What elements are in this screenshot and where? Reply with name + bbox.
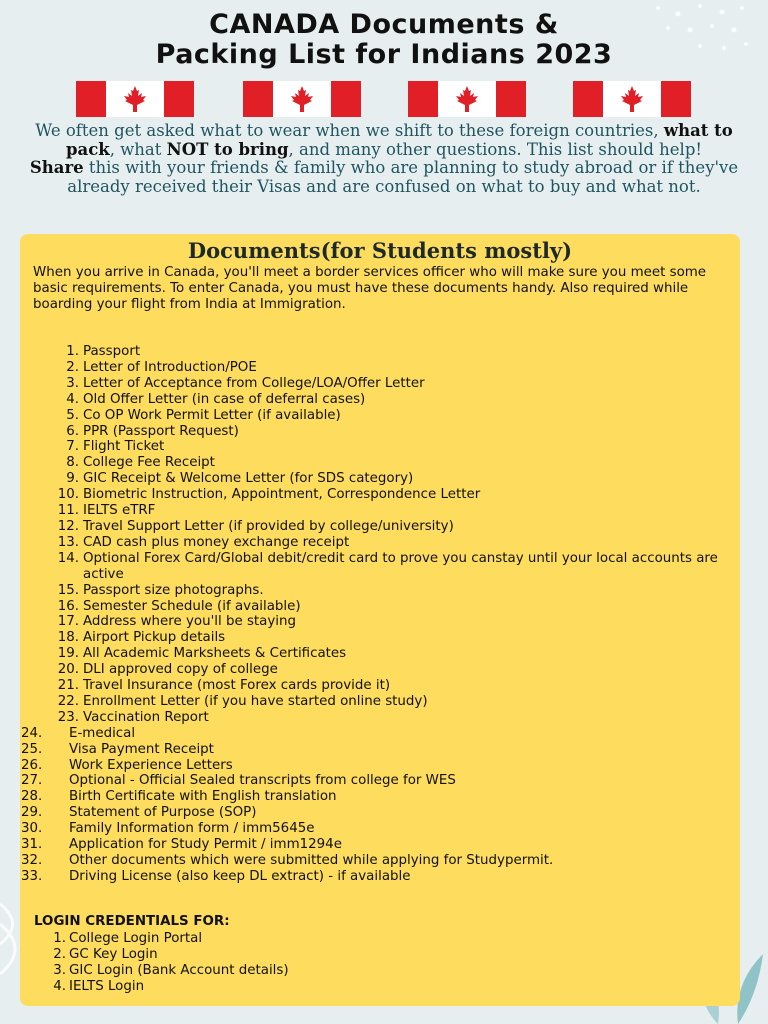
title-line-2: Packing List for Indians 2023 bbox=[155, 39, 613, 70]
list-item bbox=[20, 821, 740, 837]
list-item-text: All Academic Marksheets & Certificates bbox=[83, 646, 347, 662]
list-item-number: 14. bbox=[57, 550, 79, 566]
list-item-number: 30. bbox=[21, 821, 43, 837]
list-item-number: 1. bbox=[53, 931, 66, 946]
list-item-number: 31. bbox=[21, 837, 43, 853]
list-item-text: Family Information form / imm5645e bbox=[69, 821, 315, 837]
list-item-text: GC Key Login bbox=[69, 946, 158, 962]
list-item bbox=[20, 853, 740, 869]
list-item bbox=[20, 805, 740, 821]
list-item-number: 13. bbox=[57, 534, 79, 550]
list-item-number: 26. bbox=[21, 757, 43, 773]
list-item-number: 18. bbox=[57, 630, 79, 646]
list-item-text: Statement of Purpose (SOP) bbox=[69, 805, 257, 821]
list-item bbox=[20, 535, 740, 551]
list-item-number: 27. bbox=[21, 773, 43, 789]
list-item-text: Airport Pickup details bbox=[83, 630, 226, 646]
list-item-number: 28. bbox=[21, 789, 43, 805]
list-item-text: Driving License (also keep DL extract) - if available bbox=[69, 868, 411, 884]
list-item-number: 32. bbox=[21, 853, 43, 868]
list-item-text: Enrollment Letter (if you have started online study) bbox=[83, 693, 428, 709]
list-item-number: 24. bbox=[21, 725, 43, 741]
list-item bbox=[20, 599, 740, 615]
list-item-text: Co OP Work Permit Letter (if available) bbox=[83, 407, 341, 423]
list-item-text: College Login Portal bbox=[69, 931, 203, 946]
list-item-text: College Fee Receipt bbox=[83, 455, 215, 471]
list-item bbox=[20, 678, 740, 694]
list-item-text: Other documents which were submitted while applying for Studypermit. bbox=[69, 853, 554, 868]
list-item-number: 21. bbox=[57, 678, 79, 694]
list-item bbox=[20, 742, 740, 758]
list-item bbox=[20, 646, 740, 662]
list-item-number: 33. bbox=[21, 868, 43, 884]
list-item-number: 17. bbox=[57, 614, 79, 630]
list-item-text: Work Experience Letters bbox=[69, 757, 233, 773]
list-item-number: 12. bbox=[57, 518, 79, 534]
list-item-text: GIC Receipt & Welcome Letter (for SDS category) bbox=[83, 471, 414, 487]
list-item bbox=[20, 519, 740, 535]
list-item bbox=[20, 487, 740, 503]
list-item-text: Biometric Instruction, Appointment, Correspondence Letter bbox=[83, 487, 481, 503]
list-item-number: 29. bbox=[21, 805, 43, 821]
list-item-number: 3. bbox=[66, 375, 79, 391]
list-item-text: Visa Payment Receipt bbox=[69, 741, 214, 757]
list-item bbox=[20, 614, 740, 630]
list-item-number: 11. bbox=[57, 503, 79, 519]
list-item-number: 16. bbox=[57, 598, 79, 614]
list-item-text: Letter of Acceptance from College/LOA/Offer Letter bbox=[83, 375, 425, 391]
list-item bbox=[20, 439, 740, 455]
list-item bbox=[20, 789, 740, 805]
list-item bbox=[20, 583, 740, 599]
list-item-number: 3. bbox=[53, 962, 66, 978]
intro-text: We often get asked what to wear when we shift to these foreign countries, what to pack, what NOT to bring, and many other questions. This list should help! Share this with your friends & family who are planning to study abroad or if they've already received their Visas and are confused on what to buy and what not. bbox=[29, 121, 739, 196]
list-item-text: IELTS Login bbox=[69, 978, 145, 994]
list-item-text: Old Offer Letter (in case of deferral cases) bbox=[83, 391, 366, 407]
list-item bbox=[20, 662, 740, 678]
list-item-text: Optional Forex Card/Global debit/credit card to prove you canstay until your local accounts are active bbox=[83, 550, 718, 582]
list-item-number: 8. bbox=[66, 455, 79, 471]
list-item-number: 4. bbox=[53, 978, 66, 994]
canada-flag-icon bbox=[408, 81, 526, 117]
title-line-1: CANADA Documents & bbox=[209, 9, 559, 40]
list-item-number: 22. bbox=[57, 693, 79, 709]
list-item-number: 7. bbox=[66, 439, 79, 455]
list-item bbox=[20, 376, 740, 392]
list-item-number: 6. bbox=[66, 423, 79, 439]
list-item-text: Birth Certificate with English translation bbox=[69, 789, 337, 805]
list-item-number: 4. bbox=[66, 391, 79, 407]
list-item-number: 23. bbox=[57, 709, 79, 725]
list-item-text: Vaccination Report bbox=[83, 709, 209, 725]
list-item-number: 15. bbox=[57, 582, 79, 598]
list-item-number: 9. bbox=[66, 471, 79, 487]
list-item bbox=[20, 837, 740, 853]
list-item bbox=[20, 931, 740, 947]
login-list bbox=[20, 931, 740, 995]
list-item-text: Optional - Official Sealed transcripts from college for WES bbox=[69, 773, 456, 789]
list-item bbox=[20, 455, 740, 471]
list-item-number: 2. bbox=[66, 359, 79, 375]
list-item-number: 2. bbox=[53, 946, 66, 962]
list-item bbox=[20, 344, 740, 360]
list-item-number: 19. bbox=[57, 646, 79, 662]
list-item-text: GIC Login (Bank Account details) bbox=[69, 962, 289, 978]
list-item bbox=[20, 408, 740, 424]
list-item-text: Passport size photographs. bbox=[83, 582, 264, 598]
list-item-number: 1. bbox=[66, 344, 79, 359]
list-item-text: Passport bbox=[83, 344, 141, 359]
list-item bbox=[20, 424, 740, 440]
list-item bbox=[20, 694, 740, 710]
list-item-text: E-medical bbox=[69, 725, 136, 741]
list-item bbox=[20, 773, 740, 789]
page-title bbox=[0, 10, 768, 70]
list-item bbox=[20, 947, 740, 963]
list-item-number: 25. bbox=[21, 741, 43, 757]
list-item-text: Travel Insurance (most Forex cards provide it) bbox=[83, 678, 391, 694]
canada-flag-icon bbox=[76, 81, 194, 117]
list-item-text: PPR (Passport Request) bbox=[83, 423, 239, 439]
list-item-text: Application for Study Permit / imm1294e bbox=[69, 837, 342, 853]
list-item-number: 20. bbox=[57, 662, 79, 678]
documents-lead: When you arrive in Canada, you'll meet a border services officer who will make sure you meet some basic requirements. To enter Canada, you must have these documents handy. Also required while boarding your flight from India at Immigration. bbox=[33, 265, 707, 312]
list-item-text: DLI approved copy of college bbox=[83, 662, 278, 678]
list-item-text: Letter of Introduction/POE bbox=[83, 359, 257, 375]
list-item bbox=[20, 392, 740, 408]
documents-heading: Documents(for Students mostly) bbox=[187, 238, 573, 263]
list-item bbox=[20, 630, 740, 646]
list-item-text: Travel Support Letter (if provided by college/university) bbox=[83, 518, 454, 534]
flag-row bbox=[76, 81, 696, 117]
list-item bbox=[20, 979, 740, 995]
documents-list bbox=[20, 344, 740, 885]
list-item bbox=[20, 758, 740, 774]
list-item bbox=[20, 551, 740, 583]
list-item-text: IELTS eTRF bbox=[83, 503, 156, 519]
list-item bbox=[20, 710, 740, 726]
list-item bbox=[20, 963, 740, 979]
list-item-number: 5. bbox=[66, 407, 79, 423]
list-item bbox=[20, 360, 740, 376]
list-item-text: Semester Schedule (if available) bbox=[83, 598, 301, 614]
list-item bbox=[20, 503, 740, 519]
list-item-text: Flight Ticket bbox=[83, 439, 165, 455]
list-item bbox=[20, 471, 740, 487]
list-item bbox=[20, 869, 740, 885]
list-item-text: Address where you'll be staying bbox=[83, 614, 297, 630]
canada-flag-icon bbox=[573, 81, 691, 117]
documents-card bbox=[20, 234, 740, 1006]
canada-flag-icon bbox=[243, 81, 361, 117]
list-item bbox=[20, 726, 740, 742]
list-item-text: CAD cash plus money exchange receipt bbox=[83, 534, 350, 550]
login-title: LOGIN CREDENTIALS FOR: bbox=[34, 914, 230, 929]
list-item-number: 10. bbox=[57, 487, 79, 503]
